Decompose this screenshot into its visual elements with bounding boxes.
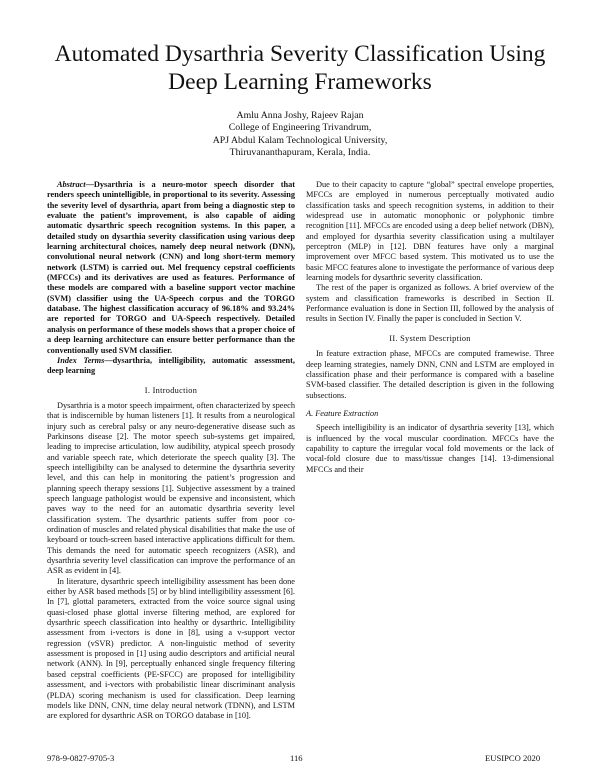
footer-conference: EUSIPCO 2020 xyxy=(485,753,541,763)
intro-paragraph-4: The rest of the paper is organized as follows. A brief overview of the system and classification frameworks is described in Section II. Performance evaluation is done in Section III, followed by the analysis of results in Section IV. Finally the paper is concluded in Section V. xyxy=(306,283,554,324)
section-heading-system-description: II. System Description xyxy=(389,333,471,343)
affiliation-line-2: APJ Abdul Kalam Technological University, xyxy=(212,134,388,146)
paper-title: Automated Dysarthria Severity Classification Using Deep Learning Frameworks xyxy=(54,41,546,95)
intro-paragraph-2: In literature, dysarthric speech intelligibility assessment has been done either by ASR based methods [5] or by blind intelligibility assessment [6]. In [7], glottal parameters, extracted from the voice source signal using quasi-closed phase glottal inverse filtering method, are explored for dysarthric speech classification into healthy or dysarthric. Intelligibility assessment from i-vectors is done in [8], using a v-support vector regression (vSVR) predictor. A non-linguistic method of severity assessment is proposed in [1] using audio descriptors and artificial neural network (ANN). In [9], perceptually enhanced single frequency filtering based cepstral coefficients (PE-SFCC) are proposed for intelligibility assessment, and i-vectors with probabilistic linear discriminant analysis (PLDA) scoring mechanism is used for classification. Deep learning models like DNN, CNN, time delay neural network (TDNN), and LSTM are explored for dysarthric ASR on TORGO database in [10]. xyxy=(47,576,295,721)
system-paragraph-1: In feature extraction phase, MFCCs are computed framewise. Three deep learning strategies, namely DNN, CNN and LSTM are employed in classification phase and their performance is compared with a baseline SVM-based classifier. The detailed description is given in the following subsections. xyxy=(306,349,554,400)
intro-paragraph-3: Due to their capacity to capture “global” spectral envelope properties, MFCCs are employed in numerous perceptually motivated audio classification tasks and speech recognition systems, in addition to their widespread use in automatic monophonic or polyphonic timbre recognition [11]. MFCCs are encoded using a deep belief network (DBN), and employed for dysarthia severity classification using a multilayer perceptron (MLP) in [12]. DBN features have only a marginal improvement over MFCC based system. This motivated us to use the basic MFCC features alone to investigate the performance of various deep learning models for dysarthric severity classification. xyxy=(306,180,554,283)
author-names: Amlu Anna Joshy, Rajeev Rajan xyxy=(236,110,364,121)
intro-paragraph-1: Dysarthria is a motor speech impairment, often characterized by speech that is indiscernible by human listeners [1]. It results from a neurological injury such as cerebral palsy or any neuro-degenerative disease such as Parkinsons disease [2]. The motor speech sub-systems get impaired, leading to imprecise articulation, low audibility, atypical speech prosody and variable speech rate, which deteriorate the speech quality [3]. The speech intelligibilty can be analysed to determine the dysarthria severity level, and this can help in monitoring the patient’s progression and planning speech therapy sessions [1]. Subjective assessment by a trained speech language pathologist would be expensive and inconsistent, which paves way to the need for an automatic dysarthria severity level classification system. The dysarthric patients suffer from poor co-ordination of muscles and related physical disabilities that make the use of keyboard or touch-screen based interactive applications difficult for them. This demands the need for automatic speech recognizers (ASR), and dysarthria severity level classification can improve the performance of an ASR as evident in [4]. xyxy=(47,400,295,576)
index-terms-text: —dysarthria, intelligibility, automatic assessment, deep learning xyxy=(47,355,296,376)
author-block xyxy=(100,110,500,159)
subsection-heading-feature-extraction: A. Feature Extraction xyxy=(306,408,379,418)
affiliation-line-3: Thiruvananthapuram, Kerala, India. xyxy=(229,146,371,158)
abstract-text: —Dysarthria is a neuro-motor speech disorder that renders speech unintelligible, in proportional to its severity. Assessing the severity level of dysarthria, apart from being a diagnostic step to evaluate the patient’s improvement, is also capable of aiding automatic dysarthric speech recognition systems. In this paper, a detailed study on dysarthia severity classification using various deep learning architectural choices, namely deep neural network (DNN), convolutional neural network (CNN) and long short-term memory network (LSTM) is carried out. Mel frequency cepstral coefficients (MFCCs) and its derivatives are used as features. Performance of these models are compared with a baseline support vector machine (SVM) classifier using the UA-Speech corpus and the TORGO database. The highest classification accuracy of 96.18% and 93.24% are reported for TORGO and UA-Speech respectively. Detailed analysis on performance of these models shows that a proper choice of a deep learning architecture can ensure better performance than the conventionally used SVM classifier. xyxy=(47,180,295,355)
footer-page-number: 116 xyxy=(290,753,303,763)
index-terms-label: Index Terms xyxy=(57,355,105,365)
index-terms xyxy=(47,356,295,377)
footer-isbn: 978-9-0827-9705-3 xyxy=(47,753,115,763)
right-column xyxy=(306,180,554,475)
feature-paragraph-1: Speech intelligibility is an indicator of dysarthria severity [13], which is influenced by the vocal muscular coordination. MFCCs have the capability to capture the irregular vocal fold movements or the lack of vocal-fold closure due to mass/tissue changes [14]. 13-dimensional MFCCs and their xyxy=(306,423,554,474)
left-column xyxy=(47,180,295,722)
abstract xyxy=(47,180,295,356)
affiliation-line-1: College of Engineering Trivandrum, xyxy=(228,122,372,134)
section-heading-introduction: I. Introduction xyxy=(144,385,198,395)
abstract-label: Abstract xyxy=(57,180,86,189)
